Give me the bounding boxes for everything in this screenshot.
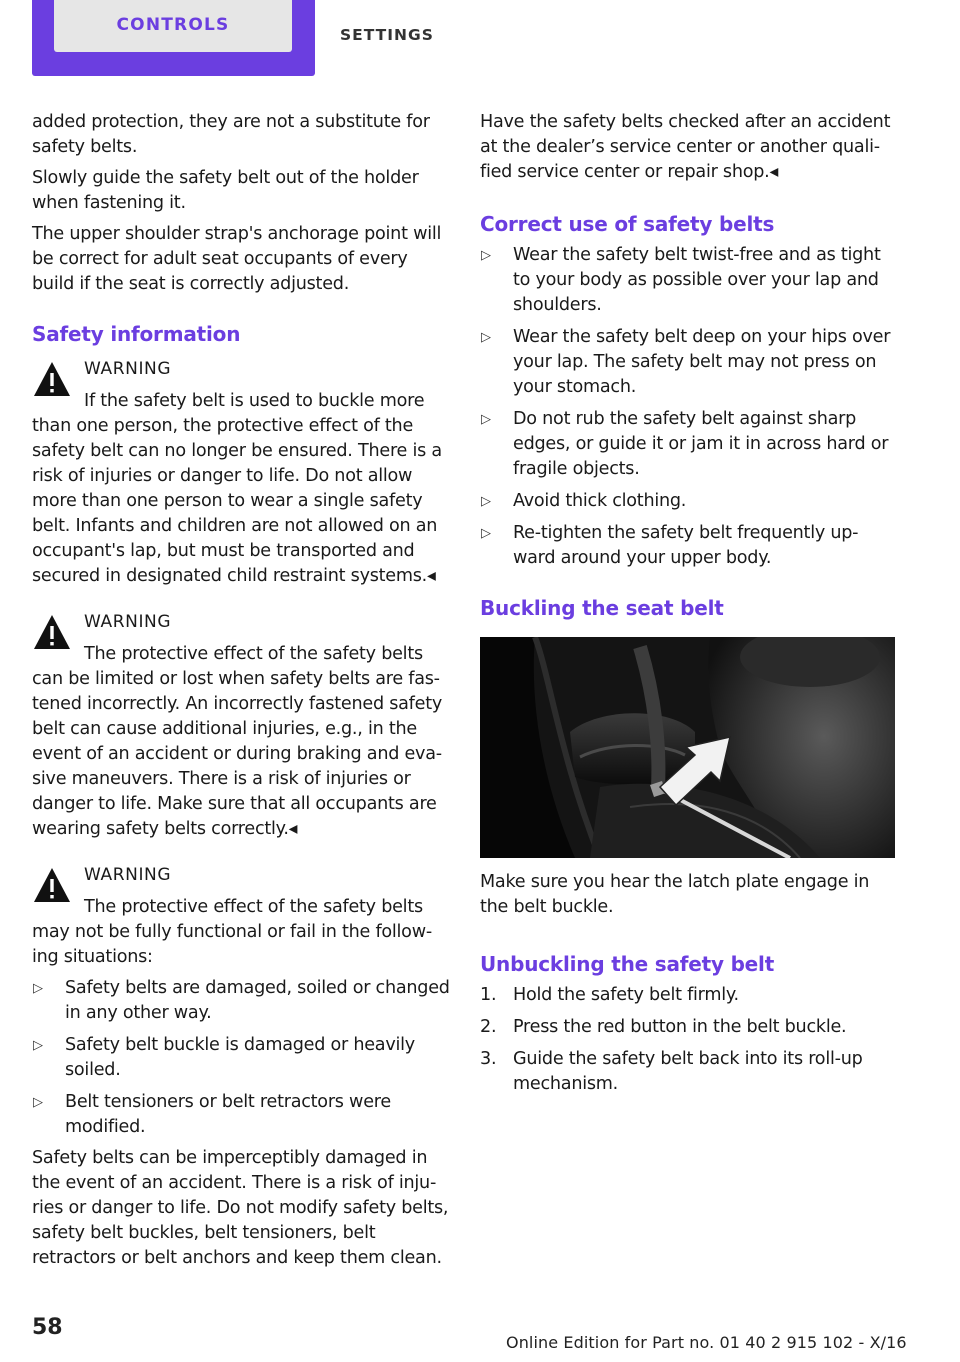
list-item: ▷ Do not rub the safety belt against sharp edges, or guide it or jam it in across hard or fragile objects.: [481, 409, 889, 479]
list-item: 3. Guide the safety belt back into its roll-up mechanism.: [480, 1049, 863, 1094]
paragraph: The upper shoulder strap's anchorage point will be correct for adult seat occupants of every build if the seat is correctly adjusted.: [32, 224, 442, 294]
warning-situations-list: [32, 976, 450, 1140]
chapter-tab-label: CONTROLS: [116, 15, 230, 35]
warning-triangle-icon: [32, 359, 72, 399]
list-item: ▷ Safety belts are damaged, soiled or changed in any other way.: [33, 978, 450, 1023]
paragraph: Have the safety belts checked after an accident at the dealer’s service center or another quali‐fied service center or repair shop.◂: [480, 112, 891, 182]
list-marker-icon: ▷: [33, 1095, 43, 1110]
warning-block: [32, 863, 450, 970]
list-item: ▷ Wear the safety belt twist-free and as tight to your body as possible over your lap and shoulders.: [481, 245, 881, 315]
right-column: [480, 110, 898, 1097]
list-marker-icon: ▷: [33, 1038, 43, 1053]
warning-block: [32, 357, 450, 589]
warning-label: WARNING: [84, 865, 172, 885]
chapter-tab-inner: [54, 0, 292, 52]
list-marker-icon: ▷: [481, 494, 491, 509]
list-item: ▷ Safety belt buckle is damaged or heavily soiled.: [33, 1035, 415, 1080]
paragraph: Make sure you hear the latch plate engage in the belt buckle.: [480, 872, 870, 917]
warning-triangle-icon: [32, 612, 72, 652]
seat-belt-buckle-photo: [480, 637, 895, 858]
list-item: ▷ Wear the safety belt deep on your hips over your lap. The safety belt may not press on your stomach.: [481, 327, 891, 397]
warning-triangle-icon: [32, 865, 72, 905]
warning-text: The protective effect of the safety belts may not be fully functional or fail in the follow‐ing situations:: [32, 897, 432, 967]
heading-unbuckling: Unbuckling the safety belt: [480, 952, 775, 976]
list-marker-icon: ▷: [481, 412, 491, 427]
left-column: [32, 110, 450, 1277]
correct-use-list: [480, 243, 898, 571]
list-marker-icon: ▷: [481, 526, 491, 541]
paragraph: Safety belts can be imperceptibly damaged in the event of an accident. There is a risk of inju‐ries or danger to life. Do not modify safety belts, safety belt buckles, belt tensioners, belt retractors or belt anchors and keep them clean.: [32, 1148, 449, 1268]
list-marker-icon: ▷: [481, 248, 491, 263]
footer-edition-text: Online Edition for Part no. 01 40 2 915 102 - X/16: [506, 1333, 907, 1352]
unbuckling-steps-list: [480, 983, 898, 1097]
warning-text: The protective effect of the safety belts can be limited or lost when safety belts are fas‐tened incorrectly. An incorrectly fastened safety belt can cause additional injuries, e.g., in the event of an accident or during braking and eva‐sive maneuvers. There is a risk of injuries or danger to life. Make sure that all occupants are wearing safety belts correctly.◂: [32, 644, 443, 839]
warning-label: WARNING: [84, 359, 172, 379]
list-item: ▷ Belt tensioners or belt retractors were modified.: [33, 1092, 391, 1137]
heading-safety-information: Safety information: [32, 322, 241, 346]
section-tab-settings[interactable]: SETTINGS: [340, 26, 434, 44]
chapter-tab-controls[interactable]: [32, 0, 315, 76]
paragraph: Slowly guide the safety belt out of the holder when fastening it.: [32, 168, 419, 213]
paragraph: added protection, they are not a substitute for safety belts.: [32, 112, 430, 157]
warning-block: [32, 610, 450, 842]
warning-label: WARNING: [84, 612, 172, 632]
list-item: 2. Press the red button in the belt buckle.: [480, 1017, 847, 1037]
heading-correct-use: Correct use of safety belts: [480, 212, 775, 236]
list-item: ▷ Re-tighten the safety belt frequently up‐ward around your upper body.: [481, 523, 859, 568]
list-item: 1. Hold the safety belt firmly.: [480, 985, 739, 1005]
list-item: ▷ Avoid thick clothing.: [480, 489, 898, 514]
list-marker-icon: ▷: [481, 330, 491, 345]
heading-buckling: Buckling the seat belt: [480, 596, 724, 620]
page-number: 58: [32, 1315, 63, 1340]
warning-text: If the safety belt is used to buckle more than one person, the protective effect of the safety belt can no longer be ensured. There is a risk of injuries or danger to life. Do not allow more than one person to wear a single safety belt. Infants and children are not allowed on an occupant's lap, but must be transported and secured in designated child restraint systems.◂: [32, 391, 442, 586]
list-marker-icon: ▷: [33, 981, 43, 996]
